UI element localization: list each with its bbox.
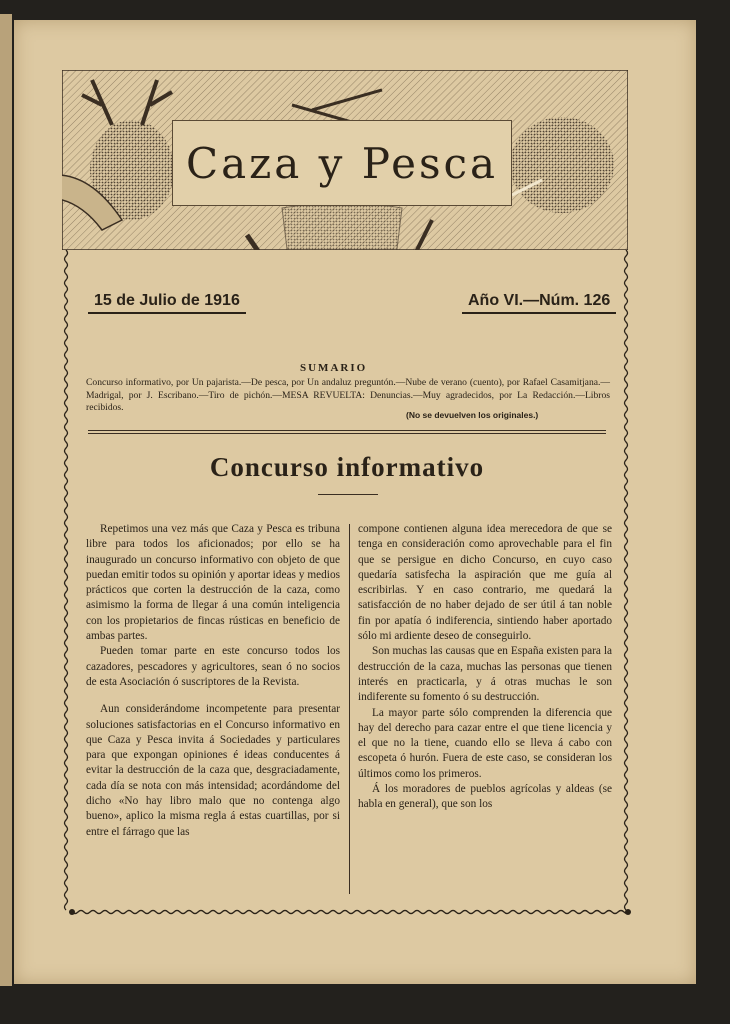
paragraph: Repetimos una vez más que Caza y Pesca es tribuna libre para todos los aficionados; por ello se ha inaugurado un concurso informativo con objeto de que puedan emitir todos su opinión y aportar ideas y medios prácticos que corten la destrucción de la caza, como asimismo la forma de llegar á una común inteligencia con los propietarios de fincas rústicas en beneficio de ambas partes. [86, 523, 340, 643]
paragraph: La mayor parte sólo comprenden la diferencia que hay del derecho para cazar entre el que tiene licencia y el que no la tiene, cuando ello se lleva á cabo con escopeta ó hurón. Fuera de este caso, se consideran los últimos como los primeros. [358, 706, 612, 780]
double-rule-bottom [88, 433, 606, 434]
paragraph: Á los moradores de pueblos agrícolas y aldeas (se habla en general), que son los [358, 783, 612, 811]
paragraph: Pueden tomar parte en este concurso todos los cazadores, pescadores y agricultores, sean ó no socios de esta Asociación ó suscriptores de la Revista. [86, 645, 340, 688]
summary-text: Concurso informativo, por Un pajarista.—De pesca, por Un andaluz preguntón.—Nube de verano (cuento), por Rafael Casamitjana.—Madrigal, por J. Escribano.—Tiro de pichón.—MESA REVUELTA: Denuncias.—Muy agradecidos, por La Redacción.—Libros recibidos. [86, 377, 610, 413]
article-column-right [358, 522, 612, 813]
paragraph: Aun considerándome incompetente para presentar soluciones satisfactorias en el Concurso informativo en que Caza y Pesca invita á Sociedades y particulares para que expongan opiniones é ideas conducentes á evitar la destrucción de la caza que, desgraciadamente, cada día se nota con más intensidad; acordándome del dicho «No hay libro malo que no contenga algo bueno», aplico la misma regla á estas cuartillas, por si entre el fárrago que las [86, 703, 340, 838]
summary-note: (No se devuelven los originales.) [406, 410, 539, 420]
column-divider [349, 524, 350, 894]
masthead-title: Caza y Pesca [185, 138, 499, 188]
double-rule-top [88, 430, 606, 431]
book-spine-edge [0, 14, 12, 986]
article-heading: Concurso informativo [209, 452, 485, 482]
issue-number: Año VI.—Núm. 126 [462, 292, 616, 314]
summary-label: SUMARIO [300, 362, 368, 374]
issue-date: 15 de Julio de 1916 [88, 292, 246, 314]
boar-head-icon [510, 117, 614, 213]
article-column-left [86, 522, 340, 840]
masthead-title-box [172, 120, 512, 206]
paragraph: compone contienen alguna idea merecedora de que se tenga en consideración como aprovechable para el fin que se persigue en dicho Concurso, en cuyo caso quedaría satisfecha la aspiración que me guía al escribirlas. Y en caso contrario, me quedará la satisfacción de no haber dejado de ser útil á tan noble fin por apatía ó indiferencia, sintiendo haber aportado sólo mi ardiente deseo de conseguirlo. [358, 523, 612, 643]
paragraph: Son muchas las causas que en España existen para la destrucción de la caza, muchas las personas que tienen interés en practicarla, y á otras muchas le son indiferente su fomento ó su destrucción. [358, 645, 612, 704]
heading-underline [318, 494, 378, 495]
